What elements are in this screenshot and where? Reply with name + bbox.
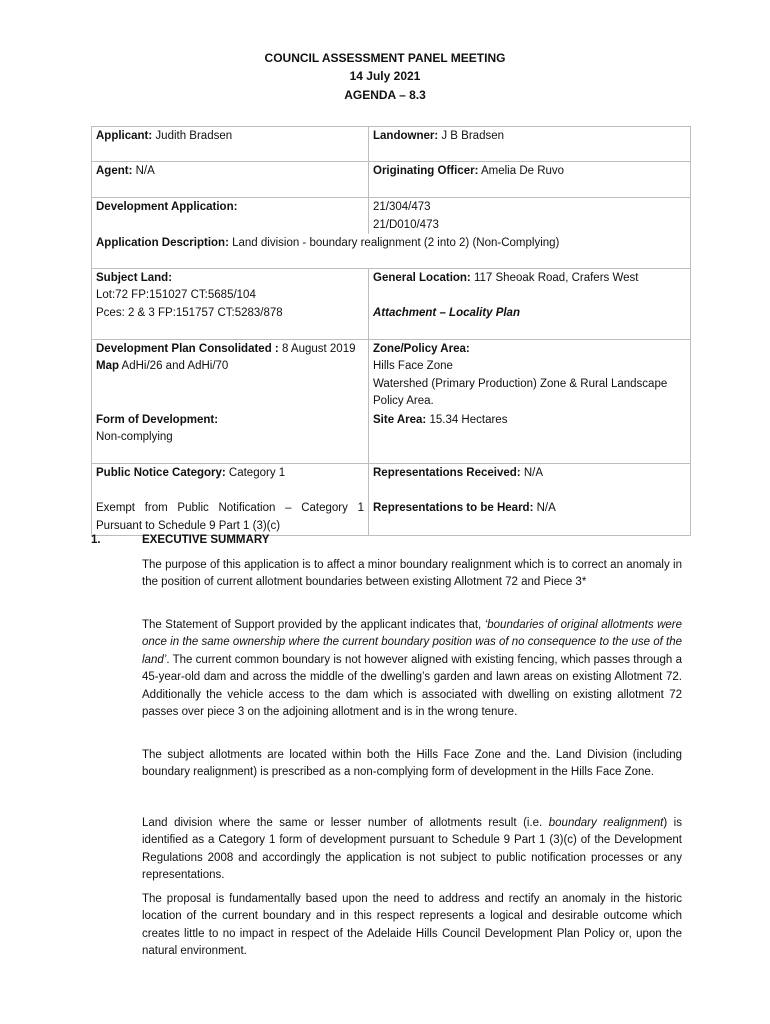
application-details-table — [91, 126, 691, 536]
meeting-title: COUNCIL ASSESSMENT PANEL MEETING — [264, 51, 506, 65]
table-row — [92, 411, 691, 464]
form-label: Form of Development: — [96, 413, 219, 426]
landowner-value: J B Bradsen — [438, 130, 505, 142]
subject-land-cell — [92, 268, 369, 339]
dev-plan-value: 8 August 2019 — [278, 342, 356, 355]
map-label: Map — [96, 360, 119, 372]
p4-rest: ) is identified as a Category 1 form of development pursuant to Schedule 9 Part 1 (3)(c) of the Development Regulations 2008 and accordingly the application is not subject to public notification processes or any representations. — [142, 817, 682, 882]
section-title: EXECUTIVE SUMMARY — [142, 534, 270, 546]
zone-cell — [369, 339, 691, 411]
section-number: 1. — [91, 534, 101, 546]
agent-label: Agent: — [96, 165, 133, 177]
agent-value: N/A — [132, 165, 155, 177]
site-area-value: 15.34 Hectares — [426, 413, 508, 426]
zone-watershed: Watershed (Primary Production) Zone & Rural Landscape Policy Area. — [373, 377, 668, 407]
table-row — [92, 127, 691, 162]
reps-heard-value: N/A — [533, 502, 556, 514]
section-heading — [91, 532, 269, 549]
form-value: Non-complying — [96, 431, 173, 443]
notice-value: Category 1 — [225, 467, 286, 479]
agent-cell — [92, 162, 369, 198]
app-description-value: Land division - boundary realignment (2 into 2) (Non-Complying) — [228, 237, 560, 249]
reps-received-label: Representations Received: — [373, 467, 521, 479]
table-row — [92, 339, 691, 411]
general-location-value: 117 Sheoak Road, Crafers West — [470, 271, 639, 284]
table-row — [92, 198, 691, 235]
site-area-label: Site Area: — [373, 413, 427, 426]
applicant-label: Applicant: — [96, 130, 153, 142]
form-of-development-cell — [92, 411, 369, 464]
general-location-label: General Location: — [373, 271, 471, 284]
public-notice-cell — [92, 464, 369, 536]
subject-land-pieces: Pces: 2 & 3 FP:151757 CT:5283/878 — [96, 306, 283, 319]
paragraph-purpose: The purpose of this application is to affect a minor boundary realignment which is to correct an anomaly in the position of current allotment boundaries between existing Allotment 72 and Piece 3* — [142, 559, 682, 589]
table-row — [92, 162, 691, 198]
officer-value: Amelia De Ruvo — [478, 165, 565, 177]
reps-received-value: N/A — [520, 467, 544, 479]
zone-label: Zone/Policy Area: — [373, 342, 470, 355]
app-description-cell — [92, 234, 691, 268]
dev-app-label: Development Application: — [96, 201, 238, 213]
table-row — [92, 268, 691, 339]
officer-cell — [369, 162, 691, 198]
paragraph-proposal: The proposal is fundamentally based upon the need to address and rectify an anomaly in the historic location of the current boundary and in this respect represents a logical and desirable outcome which creates little to no impact in respect of the Adelaide Hills Council Development Plan Policy or, upon the natural environment. — [142, 893, 682, 958]
landowner-label: Landowner: — [373, 130, 439, 142]
dev-plan-label: Development Plan Consolidated : — [96, 342, 279, 355]
paragraph-statement-of-support — [142, 617, 682, 721]
landowner-cell — [369, 127, 691, 162]
attachment-link[interactable]: Attachment – Locality Plan — [373, 306, 520, 319]
site-area-cell — [369, 411, 691, 464]
map-value: AdHi/26 and AdHi/70 — [119, 360, 229, 372]
dev-app-number-1: 21/304/473 — [373, 201, 431, 213]
paragraph-category — [142, 815, 682, 885]
table-row — [92, 464, 691, 536]
meeting-date: 14 July 2021 — [349, 69, 421, 83]
zone-hills-face: Hills Face Zone — [373, 360, 453, 372]
general-location-cell — [369, 268, 691, 339]
representations-cell — [369, 464, 691, 536]
subject-land-label: Subject Land: — [96, 271, 173, 284]
dev-app-number-cell — [369, 198, 691, 235]
officer-label: Originating Officer: — [373, 165, 479, 177]
paragraph-zones: The subject allotments are located within both the Hills Face Zone and the. Land Division (including boundary realignment) is prescribed as a non-complying form of development in the Hills Face Zone. — [142, 749, 682, 779]
dev-app-number-2: 21/D010/473 — [373, 218, 439, 231]
table-row — [92, 234, 691, 268]
reps-heard-label: Representations to be Heard: — [373, 502, 534, 514]
agenda-item: AGENDA – 8.3 — [344, 88, 426, 102]
notice-label: Public Notice Category: — [96, 467, 226, 479]
dev-plan-cell — [92, 339, 369, 411]
p4-italic: boundary realignment — [548, 817, 664, 829]
applicant-value: Judith Bradsen — [152, 130, 233, 142]
p2-start: The Statement of Support provided by the applicant indicates that, — [142, 619, 485, 631]
p2-rest: . The current common boundary is not however aligned with existing fencing, which passes through a 45-year-old dam and across the middle of the dwelling’s garden and lawn areas on existing Allotment 72. Additionally the vehicle access to the dam which is associated with dwelling on existing allotment 72 passes over piece 3 on the adjoining allotment and is in the wrong tenure. — [142, 653, 682, 719]
exempt-text: Exempt from Public Notification – Category 1 Pursuant to Schedule 9 Part 1 (3)(c) — [96, 502, 364, 532]
subject-land-lot: Lot:72 FP:151027 CT:5685/104 — [96, 289, 256, 301]
p2-quote: ‘boundaries of original allotments were once in the same ownership where the current boundary position was of no consequence to the use of the land’ — [142, 619, 682, 666]
applicant-cell — [92, 127, 369, 162]
app-description-label: Application Description: — [96, 237, 229, 249]
p4-start: Land division where the same or lesser number of allotments result (i.e. — [142, 817, 549, 829]
dev-app-cell — [92, 198, 369, 235]
